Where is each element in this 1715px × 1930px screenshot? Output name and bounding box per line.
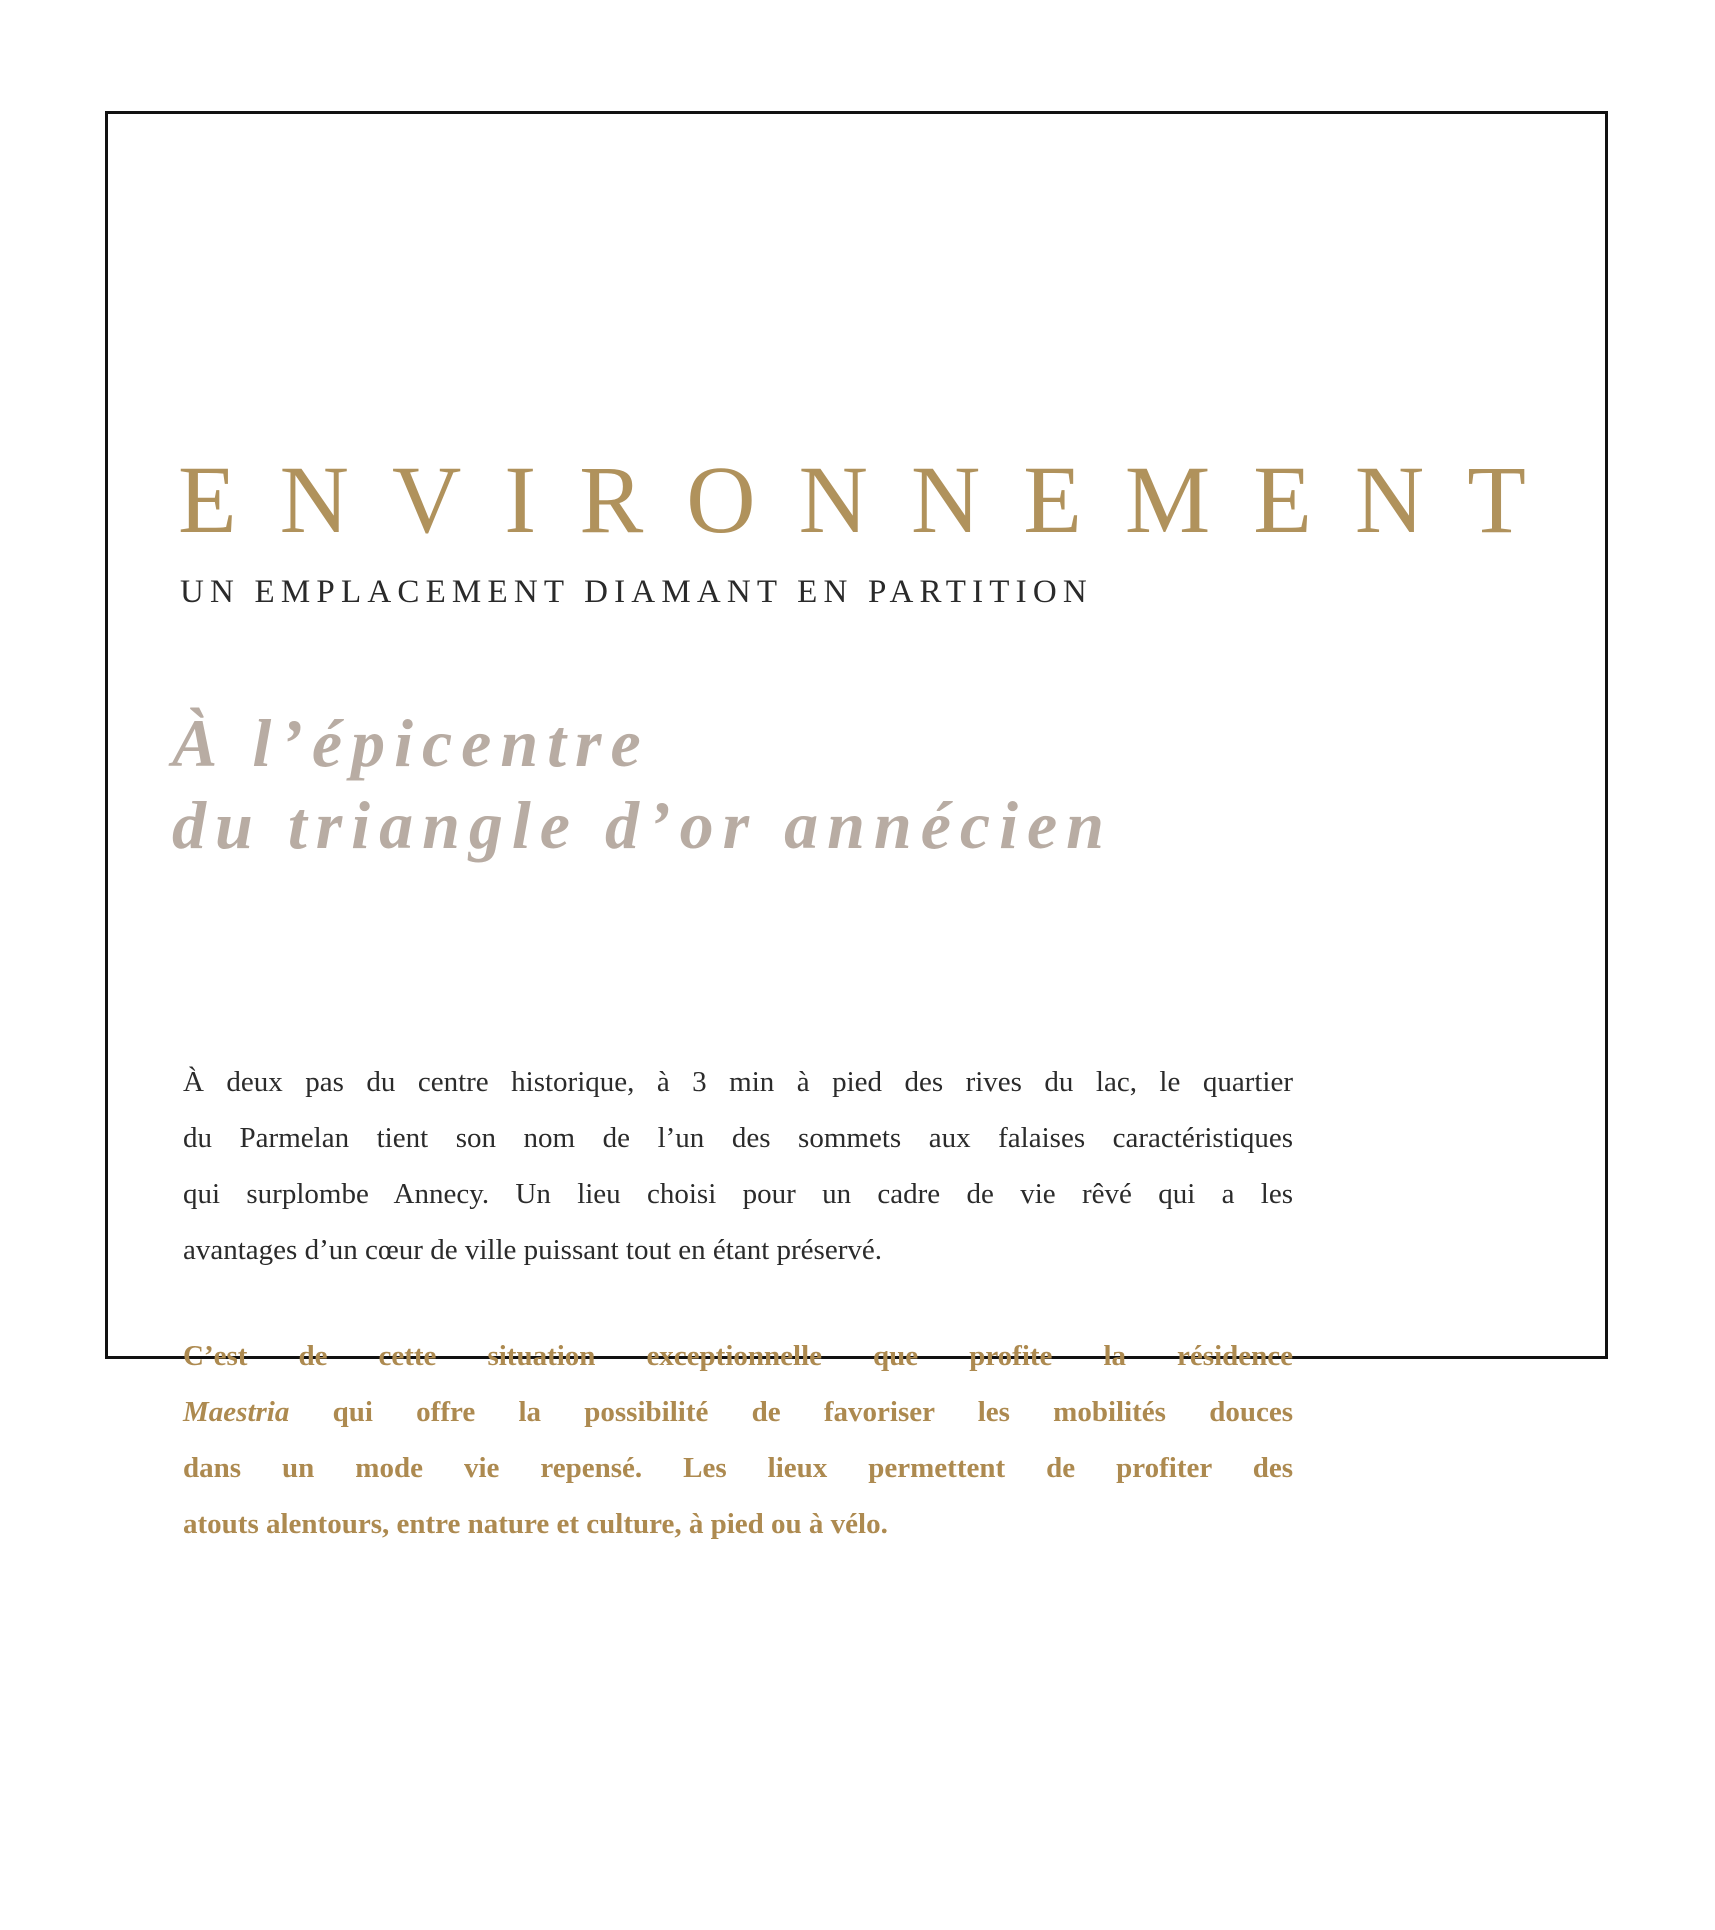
body-line-4: avantages d’un cœur de ville puissant tout en étant préservé. (183, 1234, 882, 1266)
body-paragraph (183, 1054, 1293, 1278)
highlight-line-2 (183, 1384, 1293, 1440)
highlight-line-4: atouts alentours, entre nature et culture, à pied ou à vélo. (183, 1508, 888, 1540)
highlight-line-2-rest: qui offre la possibilité de favoriser les mobilités douces (289, 1396, 1293, 1428)
body-line-1: À deux pas du centre historique, à 3 min à pied des rives du lac, le quartier (183, 1066, 1293, 1098)
body-line-2: du Parmelan tient son nom de l’un des sommets aux falaises caractéristiques (183, 1122, 1293, 1154)
tagline (172, 702, 1113, 866)
highlight-paragraph (183, 1328, 1293, 1552)
body-line-3: qui surplombe Annecy. Un lieu choisi pour un cadre de vie rêvé qui a les (183, 1178, 1293, 1210)
highlight-line-1: C’est de cette situation exceptionnelle que profite la résidence (183, 1340, 1293, 1372)
tagline-line-2: du triangle d’or annécien (172, 787, 1113, 863)
section-subtitle: UN EMPLACEMENT DIAMANT EN PARTITION (180, 574, 1093, 610)
section-title: ENVIRONNEMENT (178, 446, 1569, 553)
tagline-line-1: À l’épicentre (172, 705, 650, 781)
residence-name: Maestria (183, 1396, 290, 1428)
highlight-line-3: dans un mode vie repensé. Les lieux permettent de profiter des (183, 1452, 1293, 1484)
